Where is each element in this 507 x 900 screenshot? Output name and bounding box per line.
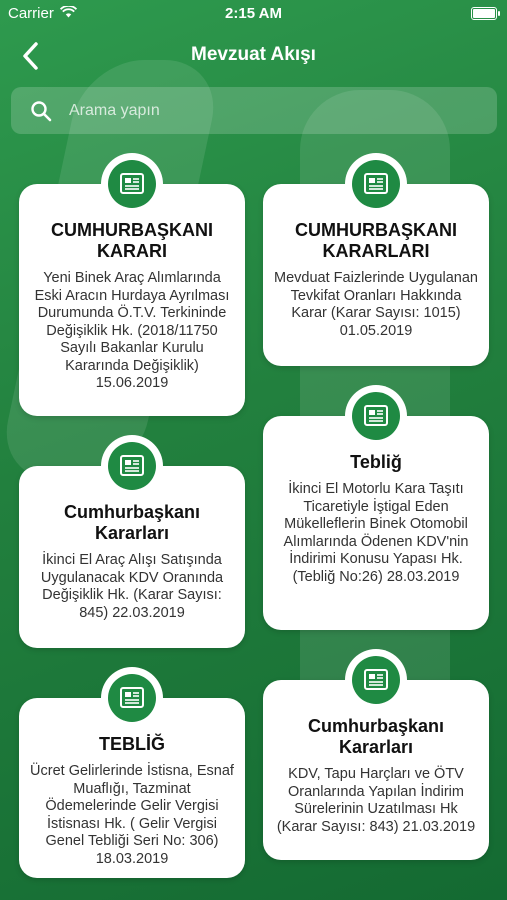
legislation-card[interactable] bbox=[19, 466, 245, 648]
card-title: CUMHURBAŞKANI KARARI bbox=[51, 220, 213, 261]
battery-icon bbox=[471, 7, 497, 20]
card-badge bbox=[345, 153, 407, 215]
page-title: Mevzuat Akışı bbox=[191, 44, 316, 65]
card-description: Mevduat Faizlerinde Uygulanan Tevkifat Oranları Hakkında Karar (Karar Sayısı: 1015) 01.05.2019 bbox=[274, 270, 478, 339]
card-title: TEBLİĞ bbox=[99, 734, 165, 754]
card-badge bbox=[101, 435, 163, 497]
card-badge bbox=[345, 649, 407, 711]
battery-level bbox=[473, 9, 495, 18]
card-title: Cumhurbaşkanı Kararları bbox=[63, 502, 201, 543]
card-description: Ücret Gelirlerinde İstisna, Esnaf Muaflığı, Tazminat Ödemelerinde Gelir Vergisi İstisnası Hk. ( Gelir Vergisi Genel Tebliği Seri No: 306) 18.03.2019 bbox=[30, 763, 234, 867]
newspaper-icon bbox=[118, 173, 146, 195]
card-description: KDV, Tapu Harçları ve ÖTV Oranlarında Yapılan İndirim Sürelerinin Uzatılması Hk (Karar Sayısı: 843) 21.03.2019 bbox=[276, 766, 476, 835]
card-title: CUMHURBAŞKANI KARARLARI bbox=[295, 220, 457, 261]
card-badge bbox=[345, 385, 407, 447]
card-description: Yeni Binek Araç Alımlarında Eski Aracın Hurdaya Ayrılması Durumunda Ö.T.V. Terkininde Değişiklik Hk. (2018/11750 Sayılı Bakanlar Kurulu Kararında Değişiklik) 15.06.2019 bbox=[34, 270, 230, 391]
newspaper-icon bbox=[118, 455, 146, 477]
newspaper-icon bbox=[362, 405, 390, 427]
navigation-bar bbox=[0, 30, 507, 82]
status-bar bbox=[0, 0, 507, 28]
card-badge bbox=[101, 153, 163, 215]
legislation-card[interactable] bbox=[263, 184, 489, 366]
card-title: Tebliğ bbox=[350, 452, 402, 472]
status-time: 2:15 AM bbox=[225, 5, 282, 22]
search-icon bbox=[29, 99, 53, 123]
legislation-card[interactable] bbox=[19, 698, 245, 878]
legislation-card[interactable] bbox=[263, 680, 489, 860]
legislation-card[interactable] bbox=[19, 184, 245, 416]
legislation-card[interactable] bbox=[263, 416, 489, 630]
newspaper-icon bbox=[362, 669, 390, 691]
card-title: Cumhurbaşkanı Kararları bbox=[307, 716, 445, 757]
card-badge bbox=[101, 667, 163, 729]
card-description: İkinci El Araç Alışı Satışında Uygulanacak KDV Oranında Değişiklik Hk. (Karar Sayısı: 845) 22.03.2019 bbox=[40, 552, 224, 621]
carrier-label: Carrier bbox=[8, 5, 54, 22]
search-input[interactable] bbox=[67, 101, 485, 121]
search-bar[interactable] bbox=[11, 87, 497, 134]
newspaper-icon bbox=[362, 173, 390, 195]
newspaper-icon bbox=[118, 687, 146, 709]
card-description: İkinci El Motorlu Kara Taşıtı Ticaretiyle İştigal Eden Mükelleflerin Binek Otomobil Alımlarında Ödenen KDV'nin İndirimi Konusu Yapası Hk. (Tebliğ No:26) 28.03.2019 bbox=[283, 481, 469, 585]
